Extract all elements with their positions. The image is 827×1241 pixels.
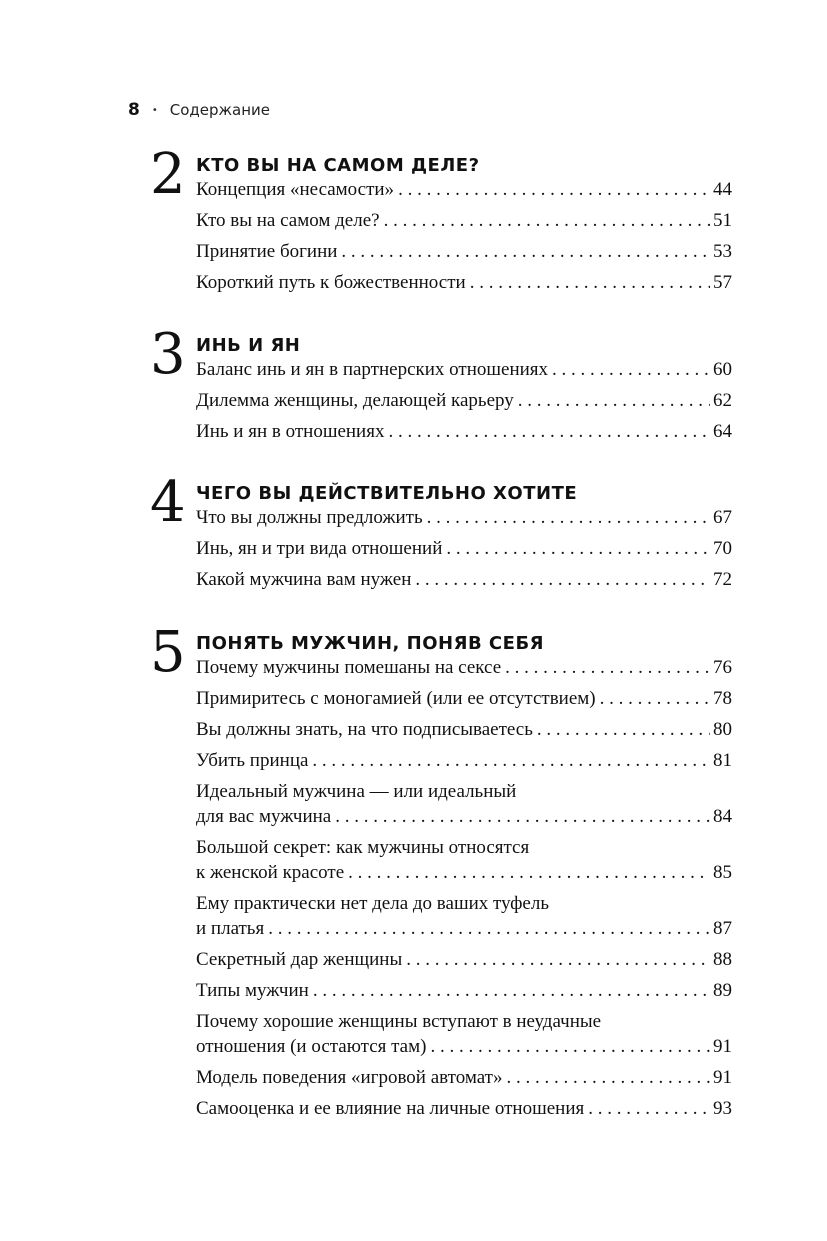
toc-entry-title: отношения (и остаются там) (196, 1036, 427, 1057)
toc-entry-title-line1: Большой секрет: как мужчины относятся (196, 837, 530, 858)
toc-entry-page: 85 (713, 862, 732, 883)
dot-leader (518, 388, 710, 413)
toc-entry-page: 88 (713, 949, 732, 970)
toc-entry-title: Типы мужчин (196, 980, 309, 1001)
toc-entry-title: Какой мужчина вам нужен (196, 569, 412, 590)
dot-leader (430, 1034, 710, 1059)
toc-entry-line (196, 239, 732, 264)
toc-entry-page: 87 (713, 918, 732, 939)
toc-entry-page: 60 (713, 359, 732, 380)
dot-leader (537, 717, 710, 742)
toc-entry[interactable] (196, 177, 732, 202)
bullet-separator: • (151, 104, 158, 116)
toc-entry-title: Почему мужчины помешаны на сексе (196, 657, 502, 678)
dot-leader (406, 947, 710, 972)
toc-entry[interactable] (196, 655, 732, 680)
dot-leader (588, 1096, 710, 1121)
toc-entry[interactable] (196, 686, 732, 711)
running-head (128, 98, 270, 122)
chapter-number: 4 (150, 470, 186, 535)
toc-entry-page: 64 (713, 421, 732, 442)
dot-leader (335, 804, 710, 829)
toc-entry-title: Принятие богини (196, 241, 338, 262)
toc-entry[interactable] (196, 748, 732, 773)
toc-entry-page: 70 (713, 538, 732, 559)
toc-entry[interactable] (196, 717, 732, 742)
toc-entry-line (196, 1065, 732, 1090)
toc-entry-line (196, 536, 732, 561)
toc-entry-title: Убить принца (196, 750, 309, 771)
toc-entry-title-line1: Ему практически нет дела до ваших туфель (196, 893, 549, 914)
toc-entry-line (196, 1096, 732, 1121)
toc-entry[interactable] (196, 567, 732, 592)
toc-entry-line (196, 419, 732, 444)
toc-entry[interactable] (196, 978, 732, 1003)
toc-entry[interactable] (196, 388, 732, 413)
dot-leader (313, 978, 710, 1003)
toc-entry-page: 57 (713, 272, 732, 293)
toc-entry[interactable] (196, 891, 732, 941)
toc-entry-page: 53 (713, 241, 732, 262)
dot-leader (427, 505, 710, 530)
toc-entry-page: 91 (713, 1067, 732, 1088)
toc-entry[interactable] (196, 357, 732, 382)
toc-entry-title: Концепция «несамости» (196, 179, 395, 200)
dot-leader (388, 419, 710, 444)
toc-entry-page: 80 (713, 719, 732, 740)
chapter-title[interactable]: ИНЬ И ЯН (196, 335, 301, 356)
chapter-title[interactable]: ПОНЯТЬ МУЖЧИН, ПОНЯВ СЕБЯ (196, 633, 545, 654)
toc-entry-title: для вас мужчина (196, 806, 332, 827)
toc-entry[interactable] (196, 1009, 732, 1059)
toc-entry-page: 91 (713, 1036, 732, 1057)
toc-entry[interactable] (196, 536, 732, 561)
toc-entry[interactable] (196, 208, 732, 233)
toc-entry-title: Кто вы на самом деле? (196, 210, 380, 231)
section-name: Содержание (169, 101, 271, 119)
dot-leader (600, 686, 710, 711)
chapter-title[interactable]: ЧЕГО ВЫ ДЕЙСТВИТЕЛЬНО ХОТИТЕ (196, 483, 578, 504)
toc-entry-line (196, 748, 732, 773)
toc-entry[interactable] (196, 270, 732, 295)
toc-entry-title-line1: Почему хорошие женщины вступают в неудачные (196, 1011, 602, 1032)
toc-entry-line (196, 916, 732, 941)
toc-entry-title: к женской красоте (196, 862, 345, 883)
toc-entry-title: Инь и ян в отношениях (196, 421, 385, 442)
dot-leader (312, 748, 710, 773)
toc-entry-title: и платья (196, 918, 265, 939)
toc-entry-title: Самооценка и ее влияние на личные отношения (196, 1098, 585, 1119)
toc-entry[interactable] (196, 505, 732, 530)
toc-entry-title: Вы должны знать, на что подписываетесь (196, 719, 533, 740)
toc-entry-page: 62 (713, 390, 732, 411)
toc-entry[interactable] (196, 1096, 732, 1121)
toc-entry-page: 93 (713, 1098, 732, 1119)
toc-entry-page: 67 (713, 507, 732, 528)
chapter-number: 2 (150, 142, 186, 207)
toc-entry-line (196, 567, 732, 592)
toc-entry-page: 76 (713, 657, 732, 678)
toc-entry-line (196, 947, 732, 972)
toc-entry-line (196, 1034, 732, 1059)
toc-entry[interactable] (196, 239, 732, 264)
chapter-number: 3 (150, 322, 186, 387)
dot-leader (552, 357, 710, 382)
toc-entry-line (196, 208, 732, 233)
dot-leader (384, 208, 710, 233)
chapter-title[interactable]: КТО ВЫ НА САМОМ ДЕЛЕ? (196, 155, 480, 176)
toc-entry-line (196, 177, 732, 202)
toc-entry-title: Баланс инь и ян в партнерских отношениях (196, 359, 549, 380)
toc-entry-line (196, 717, 732, 742)
dot-leader (446, 536, 710, 561)
toc-entry-page: 89 (713, 980, 732, 1001)
toc-entry-page: 84 (713, 806, 732, 827)
toc-entry-page: 78 (713, 688, 732, 709)
toc-entry-title: Что вы должны предложить (196, 507, 423, 528)
toc-entry-title: Инь, ян и три вида отношений (196, 538, 443, 559)
dot-leader (348, 860, 710, 885)
toc-entry-line (196, 357, 732, 382)
toc-entry-page: 51 (713, 210, 732, 231)
toc-entry-line (196, 505, 732, 530)
toc-entry[interactable] (196, 779, 732, 829)
toc-entry-title: Примиритесь с моногамией (или ее отсутствием) (196, 688, 596, 709)
dot-leader (398, 177, 710, 202)
page-number: 8 (128, 100, 140, 120)
toc-entry-line (196, 270, 732, 295)
toc-entry-title: Дилемма женщины, делающей карьеру (196, 390, 514, 411)
toc-entry-line (196, 686, 732, 711)
toc-entry-page: 72 (713, 569, 732, 590)
dot-leader (507, 1065, 711, 1090)
toc-entry-line (196, 978, 732, 1003)
toc-entry-title: Короткий путь к божественности (196, 272, 466, 293)
toc-entry-line (196, 804, 732, 829)
toc-entry-page: 44 (713, 179, 732, 200)
toc-entry-title: Секретный дар женщины (196, 949, 403, 970)
toc-entry-title: Модель поведения «игровой автомат» (196, 1067, 503, 1088)
dot-leader (470, 270, 710, 295)
toc-entry[interactable] (196, 1065, 732, 1090)
toc-entry-title-line1: Идеальный мужчина — или идеальный (196, 781, 517, 802)
chapter-number: 5 (150, 620, 186, 685)
dot-leader (268, 916, 710, 941)
toc-entry-line (196, 655, 732, 680)
toc-entry[interactable] (196, 835, 732, 885)
toc-entry[interactable] (196, 419, 732, 444)
dot-leader (341, 239, 710, 264)
toc-entry-page: 81 (713, 750, 732, 771)
dot-leader (505, 655, 710, 680)
toc-entry[interactable] (196, 947, 732, 972)
toc-entry-line (196, 388, 732, 413)
dot-leader (415, 567, 710, 592)
toc-entry-line (196, 860, 732, 885)
